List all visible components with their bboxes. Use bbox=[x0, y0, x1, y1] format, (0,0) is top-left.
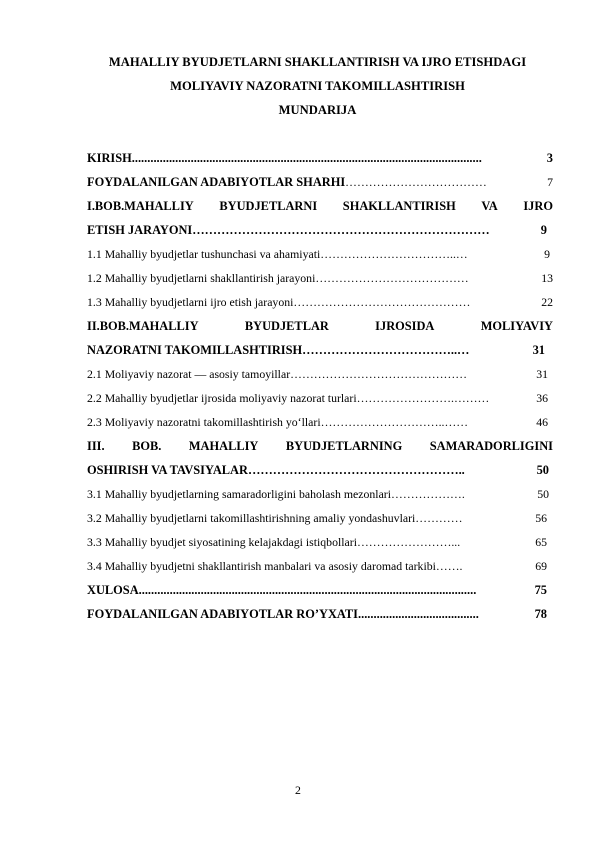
toc-leader-dots: ………………………………..… bbox=[302, 343, 470, 357]
toc-page-number: 31 bbox=[532, 343, 545, 357]
page-number: 2 bbox=[295, 783, 301, 797]
toc-word: III. bbox=[87, 439, 105, 453]
toc-leader-dots: …………………………..…… bbox=[320, 415, 469, 429]
toc-entry-label: FOYDALANILGAN ADABIYOTLAR RO’YXATI bbox=[87, 607, 359, 621]
document-title-line-2: MOLIYAVIY NAZORATNI TAKOMILLASHTIRISH bbox=[170, 79, 465, 93]
toc-leader-dots: …………………….……… bbox=[356, 391, 490, 405]
toc-entry-label: XULOSA bbox=[87, 583, 139, 597]
toc-entry-label: 3.2 Mahalliy byudjetlarni takomillashtirishning amaliy yondashuvlari bbox=[87, 511, 416, 525]
toc-leader-dots: ………… bbox=[415, 511, 463, 525]
toc-leader-dots: ……………………………………… bbox=[293, 295, 471, 309]
toc-page-number: 31 bbox=[536, 367, 548, 381]
toc-entry-label: OSHIRISH VA TAVSIYALAR bbox=[87, 463, 248, 477]
toc-leader-dots: ……………………………..… bbox=[320, 247, 468, 261]
toc-leader-dots: …………………………………………….. bbox=[247, 463, 465, 477]
toc-word: VA bbox=[481, 199, 498, 213]
toc-page-number: 9 bbox=[544, 247, 550, 261]
toc-leader-dots: ……………………………………… bbox=[290, 367, 468, 381]
toc-word: IJRO bbox=[523, 199, 553, 213]
toc-entry-label: 3.3 Mahalliy byudjet siyosatining kelajakdagi istiqbollari bbox=[87, 535, 357, 549]
toc-entry-2-2[interactable] bbox=[87, 391, 548, 406]
toc-chapter-1-heading[interactable] bbox=[87, 199, 553, 214]
toc-entry-1-2[interactable] bbox=[87, 271, 553, 286]
toc-entry-label: 3.4 Mahalliy byudjetni shakllantirish manbalari va asosiy daromad tarkibi bbox=[87, 559, 436, 573]
toc-entry-label: 3.1 Mahalliy byudjetlarning samaradorligini baholash mezonlari bbox=[87, 487, 392, 501]
toc-entry-3-4[interactable] bbox=[87, 559, 547, 574]
toc-entry-1-1[interactable] bbox=[87, 247, 550, 262]
toc-word: MAHALLIY bbox=[188, 439, 259, 453]
toc-leader-dots: ……………………………… bbox=[345, 175, 487, 189]
toc-entry-label: KIRISH bbox=[87, 151, 132, 165]
toc-entry-adabiyotlar-sharhi[interactable] bbox=[87, 175, 553, 190]
toc-word: I.BOB.MAHALLIY bbox=[87, 199, 194, 213]
toc-page-number: 7 bbox=[547, 175, 553, 189]
toc-leader-dots: ………………………………… bbox=[315, 271, 469, 285]
toc-entry-label: 1.3 Mahalliy byudjetlarni ijro etish jarayoni bbox=[87, 295, 294, 309]
toc-entry-kirish[interactable] bbox=[87, 151, 553, 166]
toc-entry-adabiyotlar-royxati[interactable] bbox=[87, 607, 547, 622]
toc-page-number: 56 bbox=[535, 511, 547, 525]
toc-entry-label: 2.2 Mahalliy byudjetlar ijrosida moliyaviy nazorat turlari bbox=[87, 391, 357, 405]
document-title-line-1: MAHALLIY BYUDJETLARNI SHAKLLANTIRISH VA IJRO ETISHDAGI bbox=[108, 55, 527, 69]
toc-chapter-1-continuation[interactable] bbox=[87, 223, 547, 238]
toc-page-number: 46 bbox=[536, 415, 548, 429]
toc-leader-dots: ....................................... bbox=[358, 607, 479, 621]
toc-page-number: 36 bbox=[536, 391, 548, 405]
toc-entry-label: 1.2 Mahalliy byudjetlarni shakllantirish jarayoni bbox=[87, 271, 316, 285]
toc-page-number: 50 bbox=[537, 487, 549, 501]
toc-page-number: 65 bbox=[535, 535, 547, 549]
toc-chapter-3-heading[interactable] bbox=[87, 439, 553, 454]
toc-word: MOLIYAVIY bbox=[480, 319, 553, 333]
toc-entry-2-1[interactable] bbox=[87, 367, 548, 382]
toc-word: BOB. bbox=[132, 439, 162, 453]
toc-entry-3-1[interactable] bbox=[87, 487, 549, 502]
toc-page-number: 78 bbox=[534, 607, 547, 621]
toc-chapter-2-continuation[interactable] bbox=[87, 343, 545, 358]
toc-entry-3-2[interactable] bbox=[87, 511, 547, 526]
toc-entry-label: 2.3 Moliyaviy nazoratni takomillashtirish yo‘llari bbox=[87, 415, 321, 429]
toc-word: BYUDJETLARNING bbox=[285, 439, 403, 453]
toc-entry-label: ETISH JARAYONI bbox=[87, 223, 193, 237]
toc-word: IJROSIDA bbox=[375, 319, 435, 333]
toc-page-number: 69 bbox=[535, 559, 547, 573]
toc-entry-label: FOYDALANILGAN ADABIYOTLAR SHARHI bbox=[87, 175, 346, 189]
toc-page-number: 13 bbox=[541, 271, 553, 285]
toc-page-number: 9 bbox=[540, 223, 547, 237]
toc-word: SAMARADORLIGINI bbox=[429, 439, 553, 453]
toc-chapter-3-continuation[interactable] bbox=[87, 463, 549, 478]
toc-leader-dots: ……. bbox=[435, 559, 463, 573]
toc-entry-label: 2.1 Moliyaviy nazorat — asosiy tamoyillar bbox=[87, 367, 291, 381]
toc-entry-xulosa[interactable] bbox=[87, 583, 547, 598]
toc-entry-2-3[interactable] bbox=[87, 415, 548, 430]
toc-leader-dots: ………………. bbox=[391, 487, 465, 501]
toc-leader-dots: ……………………………………………………………… bbox=[192, 223, 490, 237]
contents-heading: MUNDARIJA bbox=[278, 103, 357, 117]
toc-word: SHAKLLANTIRISH bbox=[342, 199, 456, 213]
toc-page-number: 75 bbox=[534, 583, 547, 597]
toc-leader-dots: ............................................................................................................. bbox=[138, 583, 477, 597]
toc-word: II.BOB.MAHALLIY bbox=[87, 319, 199, 333]
toc-chapter-2-heading[interactable] bbox=[87, 319, 553, 334]
toc-entry-1-3[interactable] bbox=[87, 295, 553, 310]
toc-page-number: 22 bbox=[541, 295, 553, 309]
toc-entry-label: NAZORATNI TAKOMILLASHTIRISH bbox=[87, 343, 303, 357]
toc-leader-dots: ................................................................................................................. bbox=[131, 151, 482, 165]
toc-entry-3-3[interactable] bbox=[87, 535, 547, 550]
toc-leader-dots: ……………………... bbox=[356, 535, 461, 549]
toc-page-number: 3 bbox=[546, 151, 553, 165]
toc-word: BYUDJETLARNI bbox=[219, 199, 318, 213]
toc-page-number: 50 bbox=[536, 463, 549, 477]
toc-entry-label: 1.1 Mahalliy byudjetlar tushunchasi va ahamiyati bbox=[87, 247, 321, 261]
toc-word: BYUDJETLAR bbox=[244, 319, 329, 333]
